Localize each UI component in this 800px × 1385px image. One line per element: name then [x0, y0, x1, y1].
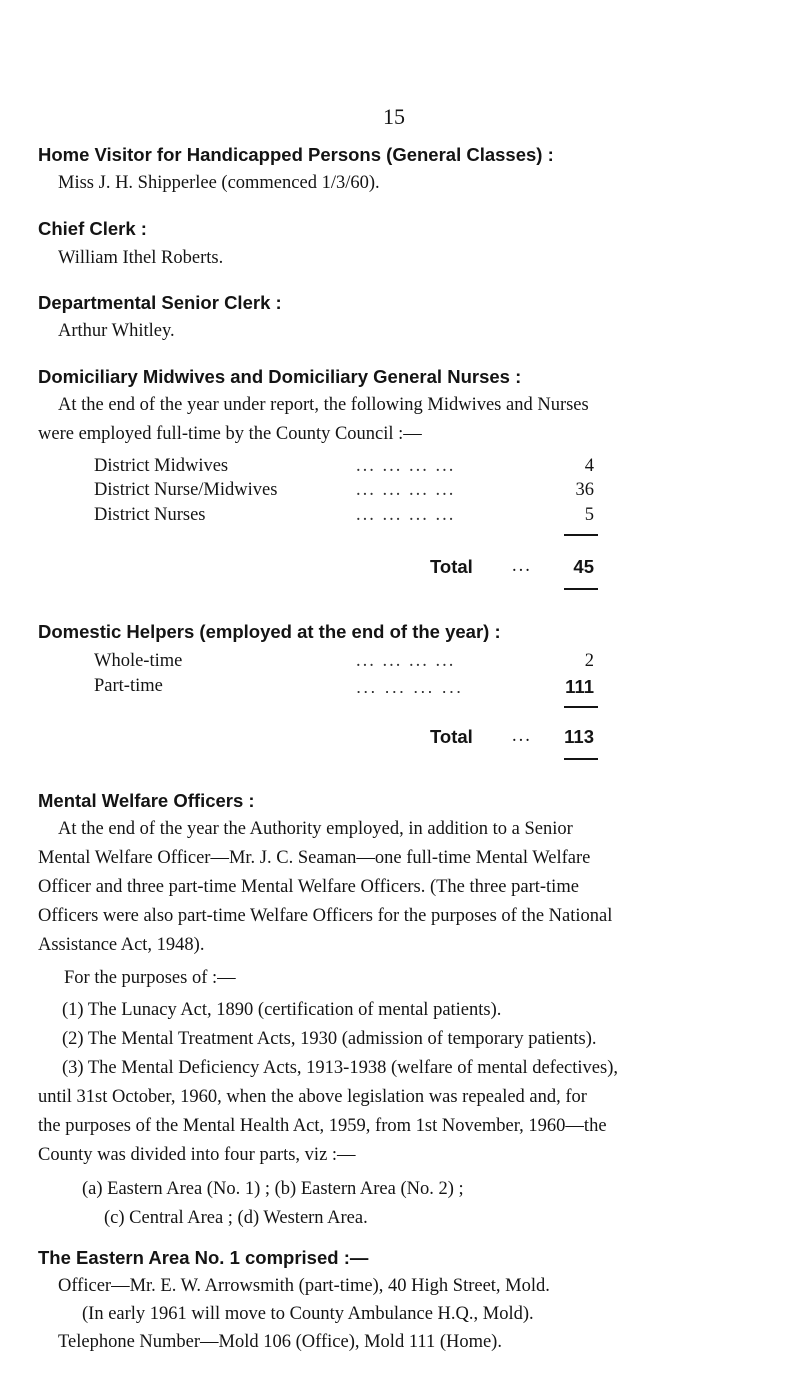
leader-dots: ... ... ... ...	[356, 480, 456, 500]
eastern-area-line: Officer—Mr. E. W. Arrowsmith (part-time), 40 High Street, Mold.	[58, 1276, 550, 1296]
total-value: 113	[564, 726, 594, 747]
table-row	[94, 480, 594, 504]
sum-rule	[564, 534, 598, 536]
total-row	[94, 556, 594, 580]
sum-rule	[564, 588, 598, 590]
row-label: District Nurses	[94, 505, 206, 525]
eastern-area-line: Telephone Number—Mold 106 (Office), Mold 111 (Home).	[58, 1332, 502, 1352]
chief-clerk-name: William Ithel Roberts.	[58, 248, 224, 268]
total-label: Total	[430, 556, 473, 577]
leader-dots: ...	[512, 726, 532, 746]
mwo-para-line: Officers were also part-time Welfare Officers for the purposes of the National	[38, 906, 613, 926]
row-label: District Nurse/Midwives	[94, 480, 278, 500]
senior-clerk-heading: Departmental Senior Clerk :	[38, 292, 282, 313]
mwo-item-line: the purposes of the Mental Health Act, 1959, from 1st November, 1960—the	[38, 1116, 607, 1136]
mwo-heading: Mental Welfare Officers :	[38, 790, 255, 811]
leader-dots: ... ... ... ...	[356, 456, 456, 476]
helpers-heading: Domestic Helpers (employed at the end of the year) :	[38, 621, 501, 642]
total-value: 45	[573, 556, 594, 577]
row-label: District Midwives	[94, 456, 229, 476]
eastern-area-heading: The Eastern Area No. 1 comprised :—	[38, 1247, 369, 1268]
mwo-para-line: Mental Welfare Officer—Mr. J. C. Seaman—one full-time Mental Welfare	[38, 848, 591, 868]
leader-dots: ... ... ... ...	[356, 676, 464, 697]
leader-dots: ... ... ... ...	[356, 651, 456, 671]
table-row	[94, 651, 594, 675]
row-value: 5	[584, 505, 594, 525]
mwo-item: (1) The Lunacy Act, 1890 (certification of mental patients).	[62, 1000, 502, 1020]
leader-dots: ... ... ... ...	[356, 505, 456, 525]
total-row	[94, 726, 594, 750]
row-value: 4	[584, 456, 594, 476]
mwo-para-line: Assistance Act, 1948).	[38, 935, 205, 955]
mwo-para-line: At the end of the year the Authority employed, in addition to a Senior	[58, 819, 573, 839]
mwo-item: (3) The Mental Deficiency Acts, 1913-1938 (welfare of mental defectives),	[62, 1058, 618, 1078]
areas-line: (a) Eastern Area (No. 1) ; (b) Eastern Area (No. 2) ;	[82, 1179, 464, 1199]
areas-line: (c) Central Area ; (d) Western Area.	[104, 1208, 368, 1228]
senior-clerk-name: Arthur Whitley.	[58, 321, 175, 341]
nurses-intro-line: were employed full-time by the County Council :—	[38, 424, 422, 444]
home-visitor-heading: Home Visitor for Handicapped Persons (General Classes) :	[38, 144, 554, 165]
table-row	[94, 505, 594, 529]
sum-rule	[564, 706, 598, 708]
eastern-area-line: (In early 1961 will move to County Ambulance H.Q., Mold).	[82, 1304, 534, 1324]
nurses-heading: Domiciliary Midwives and Domiciliary General Nurses :	[38, 366, 522, 387]
nurses-intro-line: At the end of the year under report, the following Midwives and Nurses	[58, 395, 589, 415]
mwo-item-line: until 31st October, 1960, when the above legislation was repealed and, for	[38, 1087, 587, 1107]
mwo-item: (2) The Mental Treatment Acts, 1930 (admission of temporary patients).	[62, 1029, 597, 1049]
row-value: 2	[584, 651, 594, 671]
sum-rule	[564, 758, 598, 760]
table-row	[94, 456, 594, 480]
total-label: Total	[430, 726, 473, 747]
row-value: 36	[575, 480, 594, 500]
mwo-item-line: County was divided into four parts, viz :—	[38, 1145, 356, 1165]
mwo-para-line: Officer and three part-time Mental Welfare Officers. (The three part-time	[38, 877, 579, 897]
row-value: 111	[565, 676, 594, 697]
mwo-purposes: For the purposes of :—	[64, 968, 236, 988]
table-row	[94, 676, 594, 700]
page-number: 15	[383, 104, 405, 129]
leader-dots: ...	[512, 556, 532, 576]
home-visitor-name: Miss J. H. Shipperlee (commenced 1/3/60).	[58, 173, 380, 193]
row-label: Whole-time	[94, 651, 183, 671]
row-label: Part-time	[94, 676, 163, 696]
chief-clerk-heading: Chief Clerk :	[38, 218, 147, 239]
